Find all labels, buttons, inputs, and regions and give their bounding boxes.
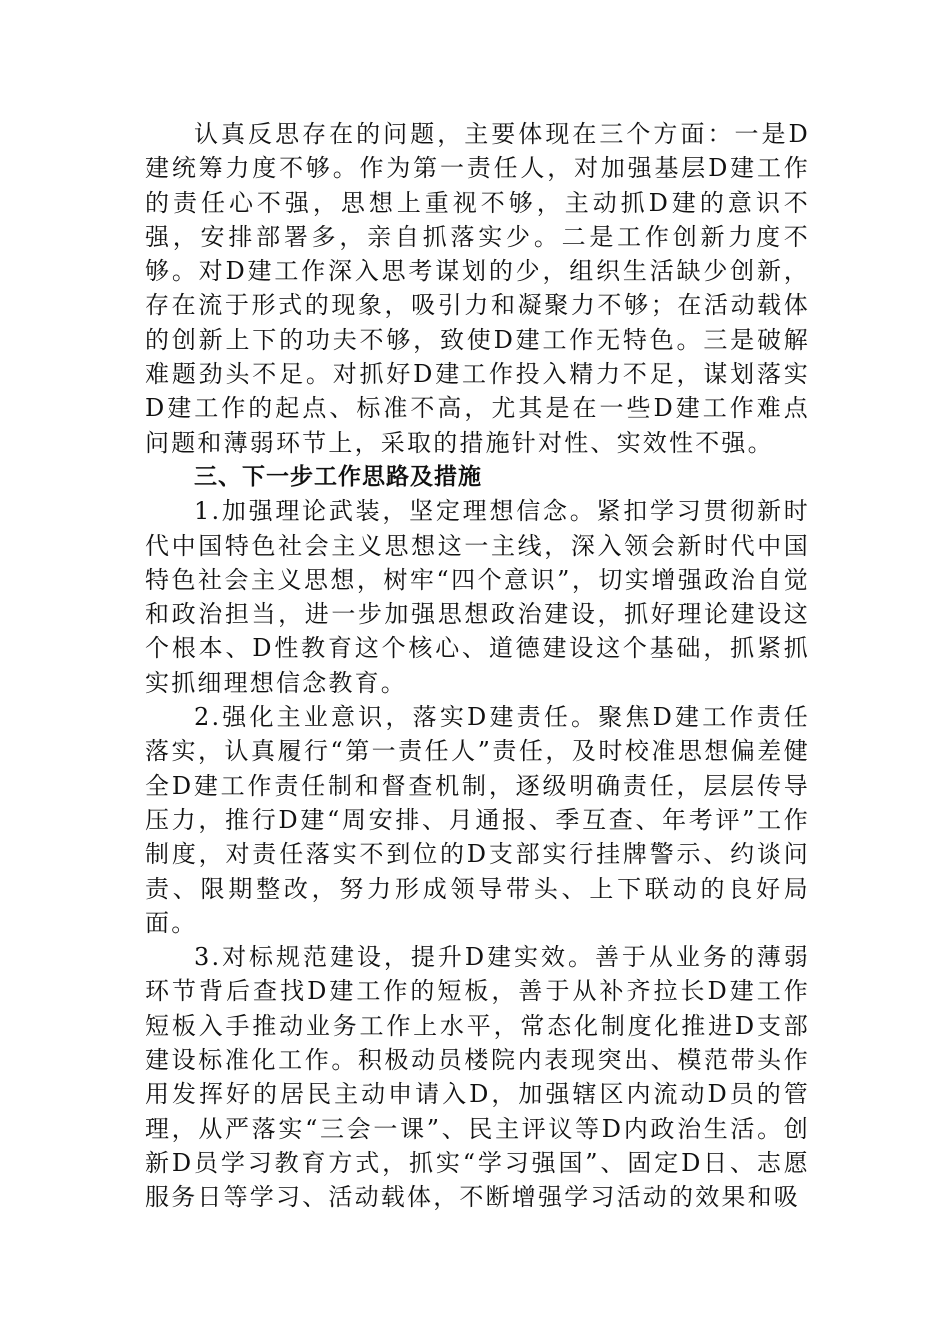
paragraph-measure-1: 1.加强理论武装，坚定理想信念。紧扣学习贯彻新时代中国特色社会主义思想这一主线，深入领会新时代中国特色社会主义思想，树牢“四个意识”，切实增强政治自觉和政治担当，进一步加强思想政治建设，抓好理论建设这个根本、D性教育这个核心、道德建设这个基础，抓紧抓实抓细理想信念教育。 <box>145 497 810 697</box>
document-body <box>145 117 810 1215</box>
paragraph-measure-2: 2.强化主业意识，落实D建责任。聚焦D建工作责任落实，认真履行“第一责任人”责任，及时校准思想偏差健全D建工作责任制和督查机制，逐级明确责任，层层传导压力，推行D建“周安排、月通报、季互查、年考评”工作制度，对责任落实不到位的D支部实行挂牌警示、约谈问责、限期整改，努力形成领导带头、上下联动的良好局面。 <box>145 703 810 937</box>
paragraph-problems: 认真反思存在的问题，主要体现在三个方面：一是D建统筹力度不够。作为第一责任人，对加强基层D建工作的责任心不强，思想上重视不够，主动抓D建的意识不强，安排部署多，亲自抓落实少。二是工作创新力度不够。对D建工作深入思考谋划的少，组织生活缺少创新，存在流于形式的现象，吸引力和凝聚力不够；在活动载体的创新上下的功夫不够，致使D建工作无特色。三是破解难题劲头不足。对抓好D建工作投入精力不足，谋划落实D建工作的起点、标准不高，尤其是在一些D建工作难点问题和薄弱环节上，采取的措施针对性、实效性不强。 <box>145 120 810 457</box>
section-heading-next-steps: 三、下一步工作思路及措施 <box>194 463 482 490</box>
paragraph-measure-3: 3.对标规范建设，提升D建实效。善于从业务的薄弱环节背后查找D建工作的短板，善于从补齐拉长D建工作短板入手推动业务工作上水平，常态化制度化推进D支部建设标准化工作。积极动员楼院内表现突出、模范带头作用发挥好的居民主动申请入D，加强辖区内流动D员的管理，从严落实“三会一课”、民主评议等D内政治生活。创新D员学习教育方式，抓实“学习强国”、固定D日、志愿服务日等学习、活动载体，不断增强学习活动的效果和吸 <box>145 943 810 1212</box>
